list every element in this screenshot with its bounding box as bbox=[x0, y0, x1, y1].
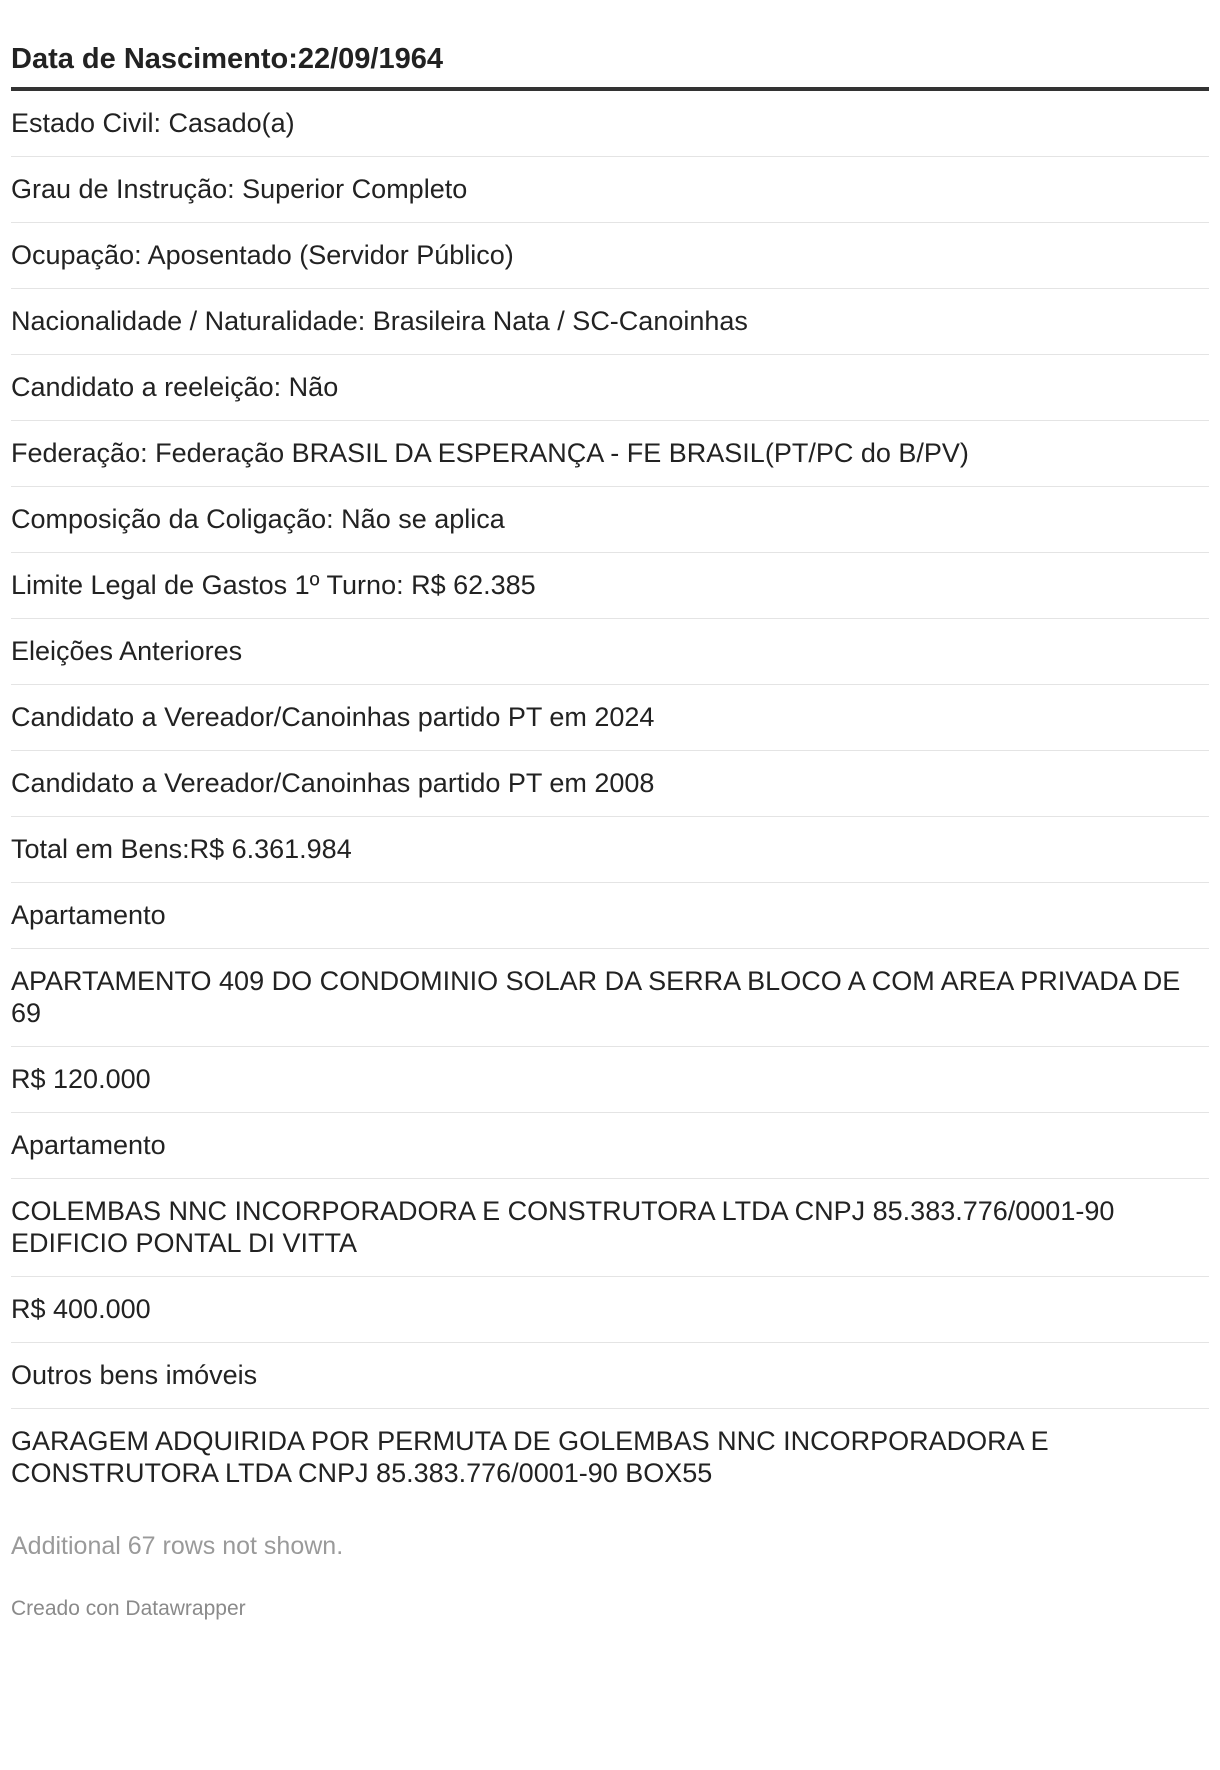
datawrapper-table bbox=[11, 0, 1209, 1622]
table-row: Ocupação: Aposentado (Servidor Público) bbox=[11, 223, 1209, 289]
table-row: Grau de Instrução: Superior Completo bbox=[11, 157, 1209, 223]
table-row: Federação: Federação BRASIL DA ESPERANÇA - FE BRASIL(PT/PC do B/PV) bbox=[11, 421, 1209, 487]
table-row: Eleições Anteriores bbox=[11, 619, 1209, 685]
table-row: R$ 120.000 bbox=[11, 1047, 1209, 1113]
table-row: Apartamento bbox=[11, 883, 1209, 949]
table-row: Candidato a Vereador/Canoinhas partido PT em 2008 bbox=[11, 751, 1209, 817]
datawrapper-credit: Creado con Datawrapper bbox=[11, 1597, 246, 1620]
table-row: R$ 400.000 bbox=[11, 1277, 1209, 1343]
table-row: APARTAMENTO 409 DO CONDOMINIO SOLAR DA SERRA BLOCO A COM AREA PRIVADA DE 69 bbox=[11, 949, 1209, 1047]
table-row: Estado Civil: Casado(a) bbox=[11, 91, 1209, 157]
table-row: Candidato a reeleição: Não bbox=[11, 355, 1209, 421]
table-row: Nacionalidade / Naturalidade: Brasileira Nata / SC-Canoinhas bbox=[11, 289, 1209, 355]
table-row: GARAGEM ADQUIRIDA POR PERMUTA DE GOLEMBAS NNC INCORPORADORA E CONSTRUTORA LTDA CNPJ 85.383.776/0001-90 BOX55 bbox=[11, 1426, 1049, 1488]
table-row: Total em Bens:R$ 6.361.984 bbox=[11, 817, 1209, 883]
rows-not-shown-notice: Additional 67 rows not shown. bbox=[11, 1532, 344, 1560]
table-body bbox=[11, 91, 1209, 1506]
table-row: Candidato a Vereador/Canoinhas partido PT em 2024 bbox=[11, 685, 1209, 751]
table-row: Apartamento bbox=[11, 1113, 1209, 1179]
table-row: COLEMBAS NNC INCORPORADORA E CONSTRUTORA LTDA CNPJ 85.383.776/0001-90 EDIFICIO PONTAL DI VITTA bbox=[11, 1179, 1209, 1277]
table-header: Data de Nascimento:22/09/1964 bbox=[11, 42, 1209, 91]
table-row: Limite Legal de Gastos 1º Turno: R$ 62.385 bbox=[11, 553, 1209, 619]
table-row: Outros bens imóveis bbox=[11, 1343, 1209, 1409]
table-row: Composição da Coligação: Não se aplica bbox=[11, 487, 1209, 553]
